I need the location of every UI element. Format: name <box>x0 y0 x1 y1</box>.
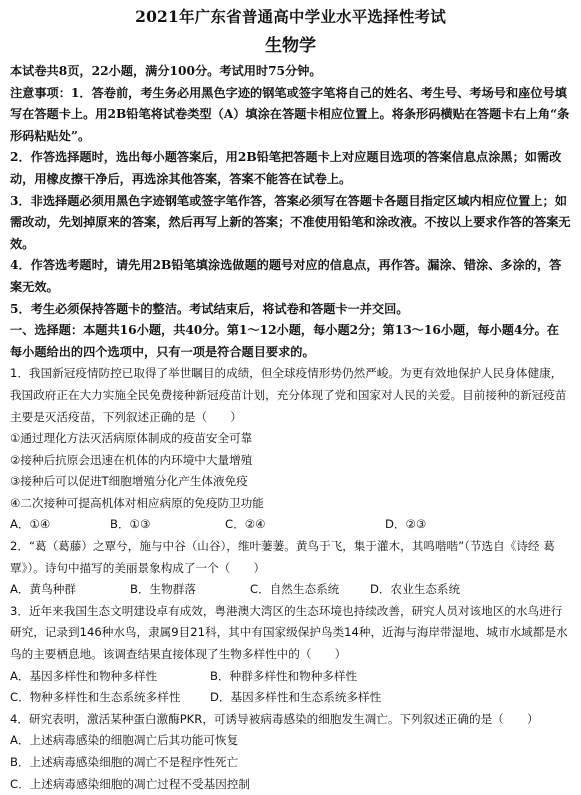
question-stem: 1．我国新冠疫情防控已取得了举世瞩目的成绩，但全球疫情形势仍然严峻。为更有效地保护人民身体健康，我国政府正在大力实施全民免费接种新冠疫苗计划，充分体现了党和国家对人民的关爱。目前接种的新冠疫苗主要是灭活疫苗，下列叙述正确的是（ ） <box>10 366 567 424</box>
question-stem: 3．近年来我国生态文明建设卓有成效，粤港澳大湾区的生态环境也持续改善，研究人员对该地区的水鸟进行研究，记录到146种水鸟，隶属9目21科，其中有国家级保护鸟类14种，近海与海岸带湿地、城市水域都是水鸟的主要栖息地。该调查结果直接体现了生物多样性中的（ ） <box>10 603 568 662</box>
option-b: B．生物群落 <box>130 582 196 597</box>
option-d: D．农业生态系统 <box>370 582 461 597</box>
question-1 <box>10 363 571 536</box>
note-5: 5．考生必须保持答题卡的整洁。考试结束后，将试卷和答题卡一并交回。 <box>10 301 409 316</box>
note-4: 4．作答选考题时，请先用2B铅笔填涂选做题的题号对应的信息点，再作答。漏涂、错涂、多涂的，答案无效。 <box>10 258 562 294</box>
exam-title: 2021年广东省普通高中学业水平选择性考试 <box>135 7 446 26</box>
notes-section <box>10 83 571 321</box>
note-2: 2．作答选择题时，选出每小题答案后，用2B铅笔把答题卡上对应题目选项的答案信息点涂黑；如需改动，用橡皮擦干净后，再选涂其他答案，答案不能答在试卷上。 <box>10 150 562 186</box>
question-2 <box>10 536 571 601</box>
option-c: C．自然生态系统 <box>250 582 340 597</box>
question-4 <box>10 709 571 795</box>
statement: ①通过理化方法灭活病原体制成的疫苗安全可靠 <box>10 431 253 446</box>
option-b: B．种群多样性和物种多样性 <box>210 668 358 683</box>
subject-title: 生物学 <box>265 36 316 56</box>
question-3 <box>10 601 571 709</box>
options-row <box>10 687 571 709</box>
option-a: A．①④ <box>10 517 51 532</box>
note-3: 3．非选择题必须用黑色字迹钢笔或签字笔作答，答案必须写在答题卡各题目指定区域内相应位置上；如需改动，先划掉原来的答案，然后再写上新的答案；不准使用铅笔和涂改液。不按以上要求作答的答案无效。 <box>10 193 571 251</box>
option-a: A．黄鸟种群 <box>10 582 76 597</box>
option-c: C．物种多样性和生态系统多样性 <box>10 690 181 705</box>
option-c: C．②④ <box>225 517 266 532</box>
option-d: D．②③ <box>385 517 427 532</box>
exam-info: 本试卷共8页，22小题，满分100分。考试用时75分钟。 <box>10 64 322 78</box>
option-a: A．基因多样性和物种多样性 <box>10 668 158 683</box>
option-b: B．①③ <box>110 517 151 532</box>
option-b: B．上述病毒感染细胞的凋亡不是程序性死亡 <box>10 755 239 769</box>
question-stem: 2．“葛（葛藤）之覃兮，施与中谷（山谷），维叶萋萋。黄鸟于飞，集于灌木，其鸣喈喈”（节选自《诗经 葛覃》）。诗句中描写的美丽景象构成了一个（ ） <box>10 539 555 575</box>
note-1: 注意事项：1．答卷前，考生务必用黑色字迹的钢笔或签字笔将自己的姓名、考生号、考场号和座位号填写在答题卡上。用2B铅笔将试卷类型（A）填涂在答题卡相应位置上。将条形码横贴在答题卡右上角“条形码粘贴处”。 <box>10 85 570 143</box>
option-c: C．上述病毒感染细胞的凋亡过程不受基因控制 <box>10 776 250 791</box>
options-row <box>10 579 571 601</box>
statement: ③接种后可以促进T细胞增殖分化产生体液免疫 <box>10 474 248 489</box>
option-a: A．上述病毒感染的细胞凋亡后其功能可恢复 <box>10 733 239 748</box>
options-row <box>10 666 571 688</box>
question-stem: 4．研究表明，激活某种蛋白激酶PKR，可诱导被病毒感染的细胞发生凋亡。下列叙述正确的是（ ） <box>10 711 539 726</box>
option-d: D．基因多样性和生态系统多样性 <box>210 690 382 705</box>
statement: ④二次接种可提高机体对相应病原的免疫防卫功能 <box>10 495 264 510</box>
section-header: 一、选择题：本题共16小题，共40分。第1～12小题，每小题2分；第13～16小题，每小题4分。在每小题给出的四个选项中，只有一项是符合题目要求的。 <box>10 323 559 359</box>
options-row <box>10 514 571 536</box>
statement: ②接种后抗原会迅速在机体的内环境中大量增殖 <box>10 452 253 467</box>
